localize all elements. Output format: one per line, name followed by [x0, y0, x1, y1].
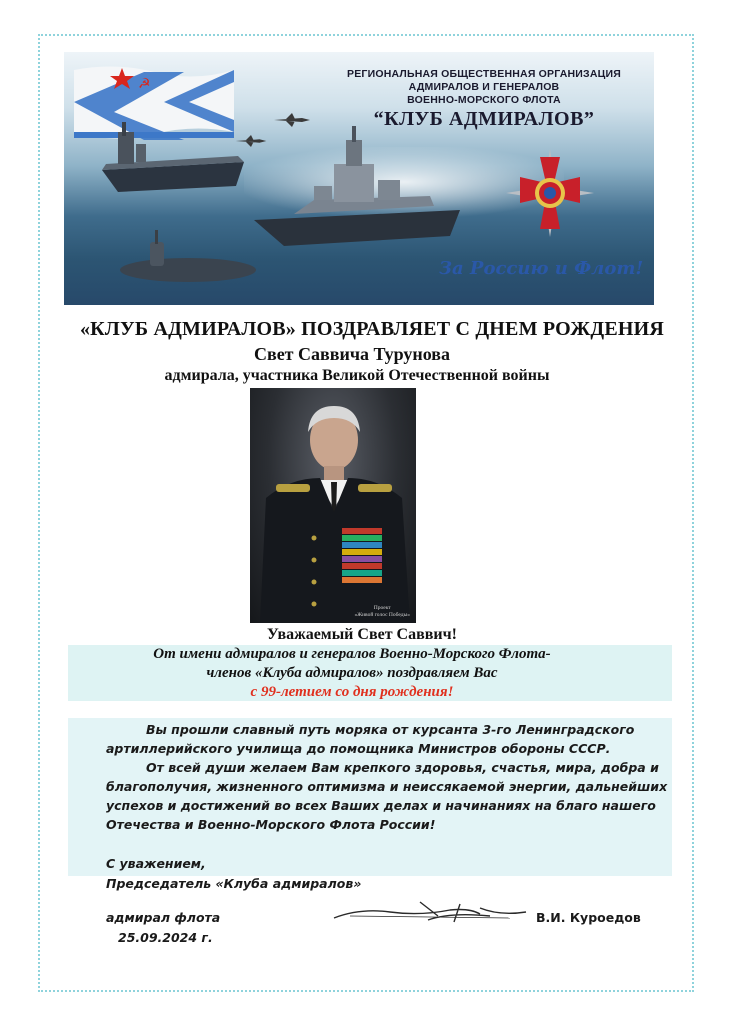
aircraft-carrier-icon	[98, 120, 248, 200]
body-line-6: Отечества и Военно-Морского Флота России!	[106, 817, 436, 832]
photo-caption-line-2: «Живой голос Победы»	[354, 612, 410, 618]
header-banner	[64, 52, 654, 305]
club-name: “КЛУБ АДМИРАЛОВ”	[373, 108, 595, 130]
photo-caption	[354, 605, 410, 619]
highlight-line-2: членов «Клуба адмиралов» поздравляем Вас	[206, 665, 498, 681]
cruiser-icon	[254, 124, 464, 254]
signer-name: В.И. Куроедов	[536, 910, 641, 925]
honoree-name: Свет Саввича Турунова	[253, 344, 451, 364]
body-line-1: Вы прошли славный путь моряка от курсанта 3-го Ленинградского	[146, 722, 635, 737]
closing-respect: С уважением,	[106, 856, 206, 871]
body-line-2: артиллерийского училища до помощника Министров обороны СССР.	[106, 741, 611, 756]
body-line-5: успехов и достижений во всех Ваших делах и начинаниях на благо нашего	[106, 798, 656, 813]
photo-caption-line-1: Проект	[373, 605, 391, 611]
closing-position: Председатель «Клуба адмиралов»	[106, 876, 362, 891]
svg-text:☭: ☭	[138, 76, 151, 92]
honoree-portrait	[250, 388, 416, 623]
greeting: Уважаемый Свет Саввич!	[267, 626, 457, 643]
admiral-portrait-image	[250, 388, 416, 623]
order-cross-icon	[504, 147, 596, 239]
highlight-line-1: От имени адмиралов и генералов Военно-Морского Флота-	[153, 646, 551, 662]
org-line-2: АДМИРАЛОВ И ГЕНЕРАЛОВ	[408, 81, 560, 93]
closing-rank: адмирал флота	[106, 910, 221, 925]
organization-header	[324, 68, 644, 131]
body-line-4: благополучия, жизненного оптимизма и неиссякаемой энергии, дальнейших	[106, 779, 668, 794]
handwritten-signature	[330, 898, 530, 928]
closing-date: 25.09.2024 г.	[118, 930, 213, 945]
body-line-3: От всей души желаем Вам крепкого здоровья, счастья, мира, добра и	[146, 760, 659, 775]
highlight-line-3: с 99-летием со дня рождения!	[250, 684, 454, 700]
org-line-3: ВОЕННО-МОРСКОГО ФЛОТА	[407, 94, 561, 106]
congratulation-title: «КЛУБ АДМИРАЛОВ» ПОЗДРАВЛЯЕТ С ДНЕМ РОЖДЕНИЯ	[79, 318, 665, 340]
honoree-rank: адмирала, участника Великой Отечественной войны	[164, 367, 550, 384]
motto: За Россию и Флот!	[439, 258, 644, 279]
org-line-1: РЕГИОНАЛЬНАЯ ОБЩЕСТВЕННАЯ ОРГАНИЗАЦИЯ	[347, 68, 621, 80]
submarine-icon	[118, 224, 258, 288]
